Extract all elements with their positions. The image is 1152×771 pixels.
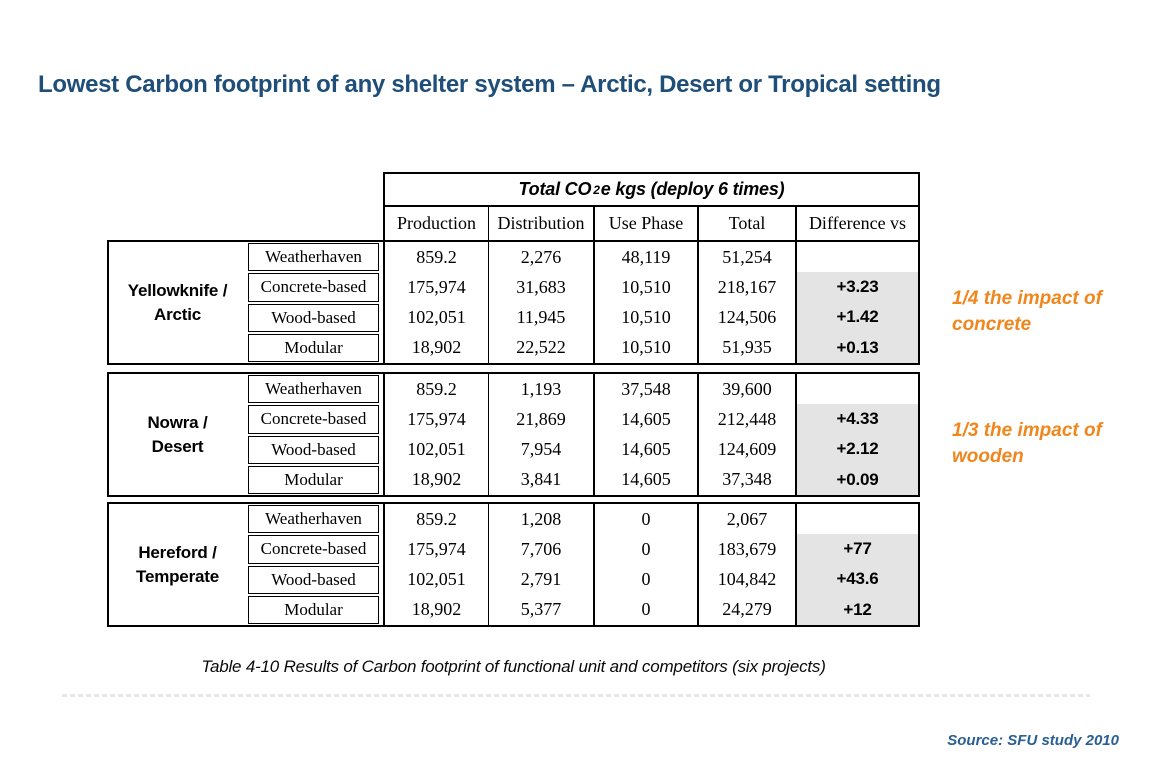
difference-column (795, 504, 918, 625)
difference-cell: +4.33 (836, 409, 879, 429)
value-cell: 18,902 (411, 599, 462, 620)
difference-cell: +77 (843, 539, 872, 559)
group-label-line2: Desert (151, 436, 204, 456)
shelter-type-column (246, 504, 383, 625)
shelter-type-cell: Weatherhaven (248, 243, 379, 271)
shelter-type-cell: Concrete-based (248, 535, 379, 563)
value-cell: 175,974 (407, 538, 466, 559)
distribution-column (488, 242, 593, 363)
value-cell: 14,605 (621, 408, 671, 429)
difference-cell: +43.6 (836, 569, 879, 589)
shelter-type-column (246, 374, 383, 495)
difference-column (795, 374, 918, 495)
table-caption: Table 4-10 Results of Carbon footprint of functional unit and competitors (six projects) (201, 657, 826, 676)
value-cell: 183,679 (717, 538, 777, 559)
value-cell: 7,954 (520, 439, 562, 460)
difference-cell-blank (797, 374, 918, 404)
table-group-yellowknife-arctic (107, 240, 920, 365)
shelter-type-cell: Concrete-based (248, 405, 379, 433)
value-cell: 22,522 (516, 337, 566, 358)
shelter-type-column (246, 242, 383, 363)
difference-cell: +2.12 (836, 439, 879, 459)
value-cell: 11,945 (516, 307, 566, 328)
value-cell: 104,842 (717, 569, 777, 590)
production-column (383, 242, 488, 363)
value-cell: 0 (641, 569, 651, 590)
value-cell: 18,902 (411, 337, 462, 358)
value-cell: 37,548 (621, 378, 671, 399)
value-cell: 2,791 (520, 569, 562, 590)
total-column (697, 242, 795, 363)
shelter-type-cell: Modular (248, 466, 379, 494)
value-cell: 0 (641, 538, 651, 559)
value-cell: 102,051 (407, 569, 466, 590)
column-header-distribution: Distribution (488, 207, 593, 240)
value-cell: 31,683 (516, 276, 566, 297)
difference-cell: +1.42 (836, 307, 879, 327)
value-cell: 859.2 (416, 378, 457, 399)
table-header (383, 172, 920, 240)
shelter-type-cell: Wood-based (248, 304, 379, 332)
column-header-total: Total (697, 207, 795, 240)
header-title-subscript: 2 (593, 182, 600, 197)
use-phase-column (593, 374, 697, 495)
table-group-nowra-desert (107, 372, 920, 497)
difference-shaded-block (797, 272, 918, 363)
value-cell: 124,609 (717, 439, 777, 460)
slide-title: Lowest Carbon footprint of any shelter system – Arctic, Desert or Tropical setting (38, 71, 941, 98)
difference-shaded-block (797, 404, 918, 495)
group-label-line1: Yellowknife / (127, 280, 228, 300)
group-label-line2: Arctic (154, 304, 201, 324)
difference-cell: +12 (843, 599, 872, 619)
value-cell: 51,254 (722, 246, 772, 267)
annotation-concrete-impact: 1/4 the impact of concrete (952, 288, 1102, 335)
difference-shaded-block (797, 534, 918, 625)
distribution-column (488, 504, 593, 625)
value-cell: 0 (641, 508, 651, 529)
value-cell: 859.2 (416, 246, 457, 267)
difference-cell: +0.13 (836, 337, 879, 357)
value-cell: 218,167 (717, 276, 777, 297)
value-cell: 2,276 (520, 246, 562, 267)
value-cell: 14,605 (621, 439, 671, 460)
value-cell: 212,448 (717, 408, 777, 429)
source-credit: Source: SFU study 2010 (947, 732, 1119, 749)
distribution-column (488, 374, 593, 495)
group-label-line1: Hereford / (138, 542, 217, 562)
shelter-type-cell: Concrete-based (248, 273, 379, 301)
value-cell: 5,377 (520, 599, 562, 620)
value-cell: 7,706 (520, 538, 562, 559)
shelter-type-cell: Weatherhaven (248, 375, 379, 403)
header-title-post: e kgs (deploy 6 times) (600, 179, 785, 199)
difference-cell-blank (797, 242, 918, 272)
value-cell: 1,193 (520, 378, 562, 399)
shelter-type-cell: Wood-based (248, 436, 379, 464)
column-header-use-phase: Use Phase (593, 207, 697, 240)
value-cell: 10,510 (621, 276, 671, 297)
difference-cell: +3.23 (836, 277, 879, 297)
table-group-hereford-temperate (107, 502, 920, 627)
shelter-type-cell: Modular (248, 596, 379, 624)
table-header-title (385, 174, 918, 207)
value-cell: 1,208 (520, 508, 562, 529)
value-cell: 124,506 (717, 307, 777, 328)
value-cell: 10,510 (621, 307, 671, 328)
total-column (697, 504, 795, 625)
group-label (109, 504, 246, 625)
header-title-pre: Total CO (518, 179, 592, 199)
difference-cell: +0.09 (836, 469, 879, 489)
value-cell: 18,902 (411, 469, 462, 490)
shelter-type-cell: Wood-based (248, 566, 379, 594)
difference-cell-blank (797, 504, 918, 534)
group-label (109, 242, 246, 363)
use-phase-column (593, 504, 697, 625)
value-cell: 2,067 (726, 508, 768, 529)
column-header-difference: Difference vs (795, 207, 918, 240)
value-cell: 37,348 (722, 469, 772, 490)
column-header-row (385, 207, 918, 240)
value-cell: 24,279 (722, 599, 772, 620)
faint-footnote-strip (62, 694, 1090, 697)
value-cell: 39,600 (722, 378, 772, 399)
value-cell: 48,119 (621, 246, 671, 267)
shelter-type-cell: Weatherhaven (248, 505, 379, 533)
value-cell: 0 (641, 599, 651, 620)
group-label-line2: Temperate (136, 566, 219, 586)
value-cell: 175,974 (407, 276, 466, 297)
use-phase-column (593, 242, 697, 363)
annotation-wooden-impact: 1/3 the impact of wooden (952, 420, 1102, 467)
value-cell: 10,510 (621, 337, 671, 358)
value-cell: 102,051 (407, 439, 466, 460)
value-cell: 859.2 (416, 508, 457, 529)
difference-column (795, 242, 918, 363)
column-header-production: Production (397, 213, 476, 233)
shelter-type-cell: Modular (248, 334, 379, 362)
group-label-line1: Nowra / (147, 412, 208, 432)
value-cell: 21,869 (516, 408, 566, 429)
production-column (383, 374, 488, 495)
production-column (383, 504, 488, 625)
total-column (697, 374, 795, 495)
value-cell: 14,605 (621, 469, 671, 490)
value-cell: 3,841 (520, 469, 562, 490)
group-label (109, 374, 246, 495)
value-cell: 51,935 (722, 337, 772, 358)
value-cell: 102,051 (407, 307, 466, 328)
value-cell: 175,974 (407, 408, 466, 429)
